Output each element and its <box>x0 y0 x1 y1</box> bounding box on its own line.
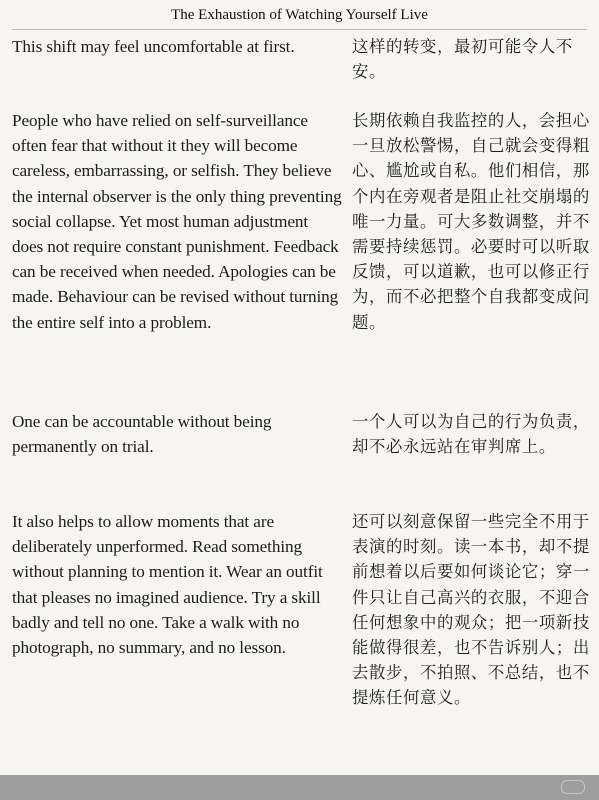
chinese-paragraph-4: 还可以刻意保留一些完全不用于表演的时刻。读一本书，却不提前想着以后要如何谈论它；穿一件只让自己高兴的衣服，不迎合任何想象中的观众；把一项新技能做得很差，也不告诉别人；出去散步，不拍照、不总结，也不提炼任何意义。 <box>352 512 590 708</box>
english-paragraph-1: This shift may feel uncomfortable at first. <box>12 37 295 56</box>
chinese-paragraph-1: 这样的转变，最初可能令人不安。 <box>352 37 573 82</box>
watermark-logo <box>561 780 585 794</box>
english-paragraph-2: People who have relied on self-surveillance often fear that without it they will become careless, embarrassing, or selfish. They believe the internal observer is the only thing preventing social collapse. Yet most human adjustment does not require constant punishment. Feedback can be received when needed. Apologies can be made. Behaviour can be revised without turning the entire self into a problem. <box>12 111 342 332</box>
english-paragraph-4: It also helps to allow moments that are deliberately unperformed. Read something without planning to mention it. Wear an outfit that pleases no imagined audience. Try a skill badly and tell no one. Take a walk with no photograph, no summary, and no lesson. <box>12 512 323 658</box>
header-divider <box>12 29 587 30</box>
chinese-paragraph-3: 一个人可以为自己的行为负责，却不必永远站在审判席上。 <box>352 412 590 457</box>
bottom-bar <box>0 775 599 800</box>
page-title: The Exhaustion of Watching Yourself Live <box>171 7 428 23</box>
chinese-paragraph-2: 长期依赖自我监控的人，会担心一旦放松警惕，自己就会变得粗心、尴尬或自私。他们相信，那个内在旁观者是阻止社交崩塌的唯一力量。可大多数调整，并不需要持续惩罚。必要时可以听取反馈，可以道歉，也可以修正行为，而不必把整个自我都变成问题。 <box>352 111 590 332</box>
english-paragraph-3: One can be accountable without being permanently on trial. <box>12 412 272 457</box>
